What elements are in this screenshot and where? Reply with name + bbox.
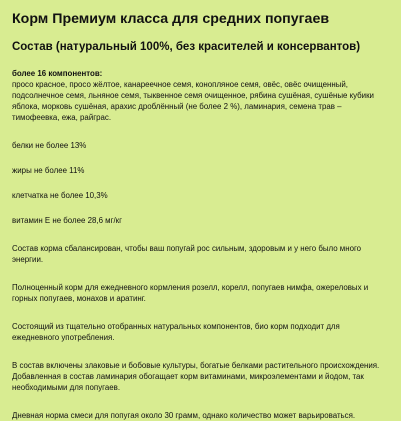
protein-line: белки не более 13% xyxy=(12,141,87,150)
product-title: Корм Премиум класса для средних попугаев xyxy=(12,11,330,27)
components-list: просо красное, просо жёлтое, канареечное семя, конопляное семя, овёс, овёс очищенный, подсолнечное семя, льняное семя, тыквенное семя очищенное, рябина сушёная, сушёные кубики яблока, морковь сушёная, арахис дроблённый (не более 2 %), ламинария, семена трав – тимофеевка, ежа, райграс. xyxy=(12,80,374,122)
vitamin-e-line: витамин Е не более 28,6 мг/кг xyxy=(12,216,122,225)
daily-norm-paragraph: Дневная норма смеси для попугая около 30 грамм, однако количество может варьироваться. xyxy=(12,411,356,420)
natural-paragraph: Состоящий из тщательно отобранных натуральных компонентов, био корм подходит для ежедневного употребления. xyxy=(12,322,340,342)
composition-heading: Состав (натуральный 100%, без красителей и консервантов) xyxy=(12,41,361,53)
fat-line: жиры не более 11% xyxy=(12,166,85,175)
fiber-line: клетчатка не более 10,3% xyxy=(12,191,108,200)
components-block xyxy=(12,68,389,123)
balance-paragraph: Состав корма сбалансирован, чтобы ваш попугай рос сильным, здоровым и у него было много энергии. xyxy=(12,244,362,264)
daily-feed-paragraph: Полноценный корм для ежедневного кормления розелл, корелл, попугаев нимфа, ожереловых и горных попугаев, монахов и аратинг. xyxy=(12,283,369,303)
cereals-paragraph: В состав включены злаковые и бобовые культуры, богатые белками растительного происхождения. Добавленная в состав ламинария обогащает корм витаминами, микроэлементами и йодом, так необходимыми для попугаев. xyxy=(12,361,380,392)
components-heading: более 16 компонентов: xyxy=(12,69,103,78)
